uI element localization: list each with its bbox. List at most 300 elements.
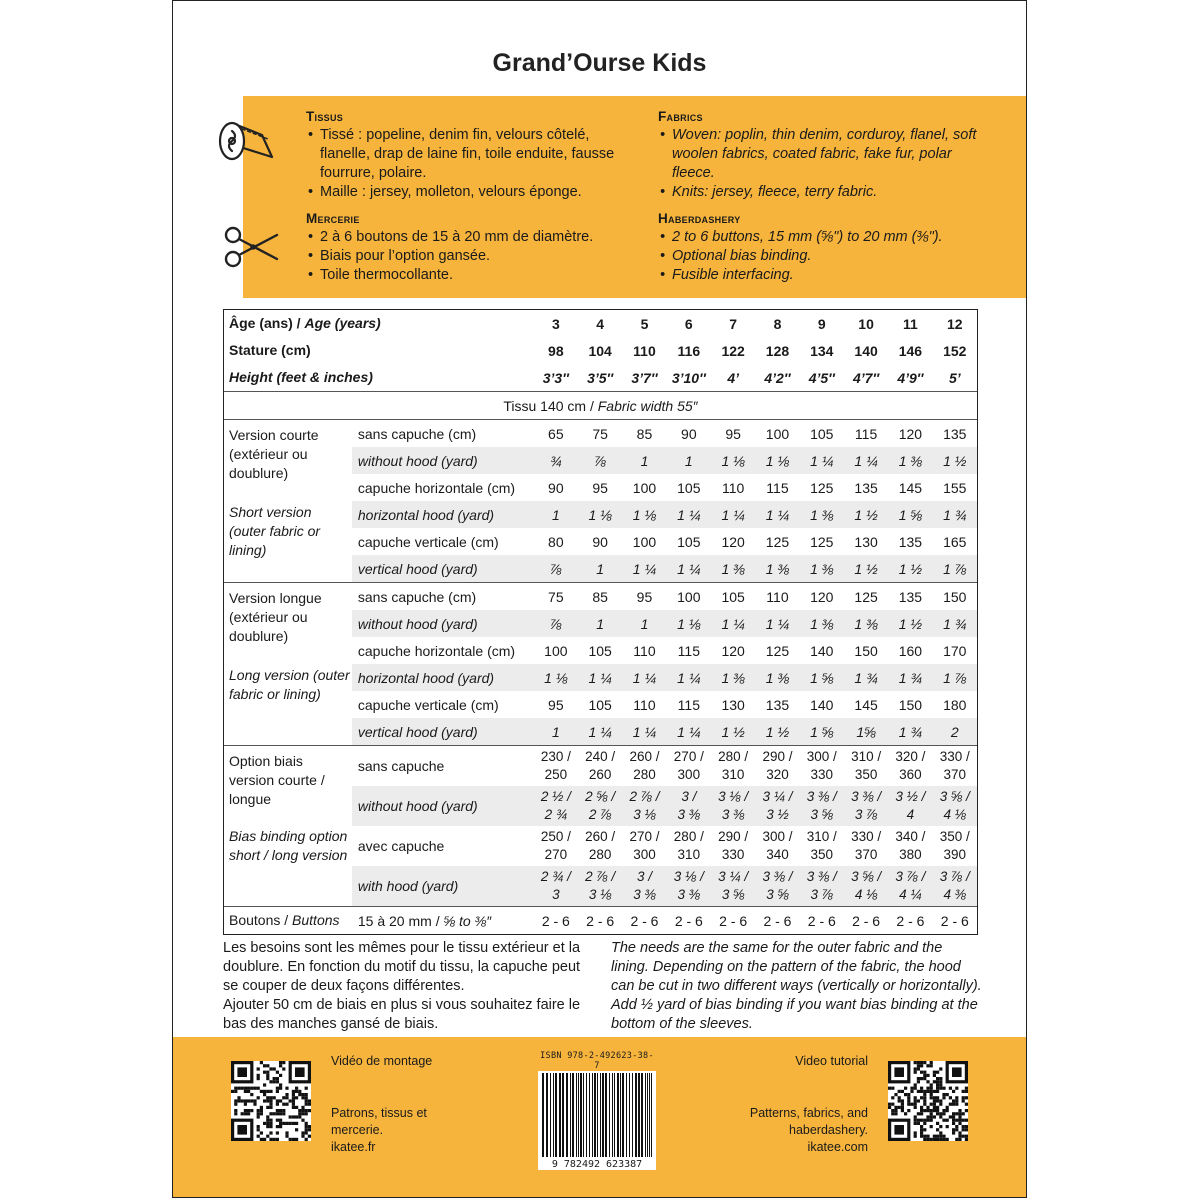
table-cell: 125 xyxy=(765,642,790,659)
table-cell xyxy=(933,746,977,787)
tissus-item: • Tissé : popeline, denim fin, velours côtelé, flanelle, drap de laine fin, toile enduite, fausse fourrure, polaire. xyxy=(320,126,631,183)
table-row xyxy=(224,420,977,448)
notes-fr xyxy=(223,939,591,1034)
table-cell: 120 xyxy=(721,533,745,550)
cell-line: 350 / xyxy=(939,829,970,844)
note-en: The needs are the same for the outer fabric and the lining. Depending on the pattern of the fabric, the hood can be cut in two different ways (vertically or horizontally). xyxy=(611,940,982,994)
table-cell: 1 ⅛ xyxy=(755,447,799,474)
cell-line: 3 ½ / xyxy=(895,789,926,804)
table-cell: 2 - 6 xyxy=(711,907,755,935)
age-label-fr: Âge (ans) / xyxy=(229,315,301,331)
table-cell: 115 xyxy=(677,642,700,659)
table-cell: 150 xyxy=(933,583,977,611)
video-link-en[interactable]: Video tutorial xyxy=(795,1054,868,1068)
cell-line: 4 ⅜ xyxy=(943,887,967,902)
table-cell: 7 xyxy=(729,315,738,332)
table-cell: 75 xyxy=(534,583,578,611)
row-label: without hood (yard) xyxy=(352,610,534,637)
cell-line: 4 ¼ xyxy=(899,887,922,902)
table-cell: 1 ½ xyxy=(844,501,888,528)
cell-line: 3 ⅜ / xyxy=(806,789,837,804)
cell-line: 260 / xyxy=(585,829,616,844)
table-cell: 75 xyxy=(592,425,608,442)
table-cell: 1 ¼ xyxy=(800,447,844,474)
cell-line: 250 xyxy=(544,767,568,782)
table-cell: 1 ¼ xyxy=(667,555,711,583)
table-cell: 125 xyxy=(810,533,834,550)
cell-line: 380 xyxy=(899,847,922,862)
cell-line: 3 xyxy=(552,887,560,902)
table-cell: 110 xyxy=(633,696,656,713)
stature-label: Stature (cm) xyxy=(229,342,311,358)
table-cell: 1 ¾ xyxy=(888,664,932,691)
table-cell: 105 xyxy=(677,533,701,550)
cell-line: 310 / xyxy=(806,829,837,844)
table-cell: 4’2″ xyxy=(764,369,791,386)
cell-line: 300 xyxy=(633,847,656,862)
row-label: capuche verticale (cm) xyxy=(357,696,499,713)
table-cell: 5 xyxy=(640,315,649,332)
table-cell: 3’10″ xyxy=(671,369,706,386)
cell-line: 330 xyxy=(721,847,745,862)
table-cell: 1 ⅜ xyxy=(800,610,844,637)
table-cell: 1 ⅝ xyxy=(800,664,844,691)
table-cell: 105 xyxy=(711,583,755,611)
size-chart xyxy=(223,309,978,935)
table-cell: 1 ¼ xyxy=(578,664,622,691)
cell-line: 3 ⅞ xyxy=(810,887,834,902)
table-cell xyxy=(888,786,932,826)
table-cell: 1 xyxy=(578,610,622,637)
shop-line: Patrons, tissus et xyxy=(331,1106,427,1120)
table-cell: 1 xyxy=(622,447,666,474)
table-cell: 1 ¼ xyxy=(844,447,888,474)
note-en: Add ½ yard of bias binding if you want bias binding at the bottom of the sleeves. xyxy=(611,997,978,1032)
table-cell: 150 xyxy=(854,642,878,659)
table-cell: 128 xyxy=(765,342,790,359)
haberdashery-item: • Optional bias binding. xyxy=(672,247,983,266)
group-label-fr: Option biais version courte / longue xyxy=(229,753,325,807)
table-cell: 1 ½ xyxy=(888,555,932,583)
row-label: avec capuche xyxy=(357,838,445,854)
table-cell: ⅞ xyxy=(534,610,578,637)
table-cell: 110 xyxy=(633,642,656,659)
table-cell: 146 xyxy=(898,342,923,359)
table-cell xyxy=(711,786,755,826)
table-cell: 165 xyxy=(943,533,967,550)
table-cell: 1 ⅛ xyxy=(578,501,622,528)
table-cell: 11 xyxy=(903,315,918,332)
table-cell: 140 xyxy=(810,642,834,659)
cell-line: 280 / xyxy=(718,749,749,764)
table-cell: 1 ⅝ xyxy=(800,718,844,746)
website-link-fr[interactable]: ikatee.fr xyxy=(331,1140,376,1154)
table-cell xyxy=(667,786,711,826)
table-cell: 1 ⅛ xyxy=(667,610,711,637)
cell-line: 350 xyxy=(810,847,834,862)
table-cell: 1 ⅜ xyxy=(888,447,932,474)
table-cell xyxy=(578,786,622,826)
table-cell: 1 ¼ xyxy=(578,718,622,746)
table-cell: 160 xyxy=(898,642,923,659)
cell-line: 340 xyxy=(766,847,789,862)
table-cell: 140 xyxy=(810,696,834,713)
table-cell: 120 xyxy=(800,583,844,611)
table-cell xyxy=(933,866,977,907)
row-label: without hood (yard) xyxy=(352,786,534,826)
table-cell: 4’5″ xyxy=(808,369,835,386)
table-cell: 1 ⅛ xyxy=(534,664,578,691)
table-cell: 95 xyxy=(622,583,666,611)
row-label: horizontal hood (yard) xyxy=(352,664,534,691)
cell-line: 270 / xyxy=(629,829,660,844)
table-cell: 1 ⅛ xyxy=(622,501,666,528)
cell-line: 260 xyxy=(588,767,612,782)
pattern-back-cover xyxy=(172,0,1027,1198)
table-cell: 95 xyxy=(548,696,564,713)
table-cell: ⅞ xyxy=(578,447,622,474)
table-cell: 90 xyxy=(548,479,564,496)
table-cell xyxy=(534,826,578,866)
row-label: capuche horizontale (cm) xyxy=(357,479,516,496)
row-label: with hood (yard) xyxy=(352,866,534,907)
cell-line: 4 xyxy=(906,807,915,822)
table-cell: 1 xyxy=(578,555,622,583)
cell-line: 3 ⅝ / xyxy=(939,789,970,804)
table-cell: 1 ¾ xyxy=(933,501,977,528)
table-cell: 155 xyxy=(943,479,967,496)
cell-line: 3 ⅛ / xyxy=(718,789,749,804)
table-cell: 145 xyxy=(854,696,878,713)
cell-line: 3 ⅝ xyxy=(721,887,745,902)
cell-line: 3 ⅛ xyxy=(633,807,656,822)
table-cell: 10 xyxy=(858,315,874,332)
table-cell: 1 ¼ xyxy=(755,610,799,637)
fabrics-item: • Knits: jersey, fleece, terry fabric. xyxy=(672,183,983,202)
cell-line: 280 / xyxy=(673,829,704,844)
cell-line: 260 / xyxy=(629,749,660,764)
cell-line: 390 xyxy=(943,847,967,862)
cell-line: 3 ⅞ / xyxy=(939,869,970,884)
row-label: sans capuche (cm) xyxy=(357,425,477,442)
cell-line: 3 ⅝ / xyxy=(851,869,882,884)
table-cell: 95 xyxy=(592,479,608,496)
table-cell: 1 ⅜ xyxy=(800,501,844,528)
note-fr: Ajouter 50 cm de biais en plus si vous souhaitez faire le bas des manches gansé de biais. xyxy=(223,997,581,1032)
table-cell: 1 xyxy=(534,501,578,528)
cell-line: 250 / xyxy=(540,829,571,844)
tissus-item: • Maille : jersey, molleton, velours éponge. xyxy=(320,183,631,202)
cell-line: 280 xyxy=(633,767,656,782)
table-cell: 1 ¾ xyxy=(844,664,888,691)
table-cell: 1 ¼ xyxy=(667,718,711,746)
table-cell: 6 xyxy=(684,315,693,332)
table-cell xyxy=(844,826,888,866)
cell-line: 3 ⅛ / xyxy=(673,869,704,884)
table-cell: 1 ¼ xyxy=(622,555,666,583)
table-cell: 135 xyxy=(898,533,923,550)
table-cell xyxy=(755,866,799,907)
table-cell: 1 ½ xyxy=(844,555,888,583)
table-cell: 115 xyxy=(854,425,878,442)
table-cell: 115 xyxy=(677,696,700,713)
table-cell: 120 xyxy=(721,642,745,659)
fabrics-fr xyxy=(306,107,631,202)
cell-line: 300 xyxy=(677,767,701,782)
table-cell: 3’5″ xyxy=(587,369,614,386)
table-cell: 1 ½ xyxy=(888,610,932,637)
age-label-en: Age (years) xyxy=(304,315,381,331)
table-cell: 1 ¼ xyxy=(622,718,666,746)
fabrics-en xyxy=(658,107,983,202)
cell-line: 3 / xyxy=(681,789,697,804)
table-cell: 1 ¼ xyxy=(755,501,799,528)
notes-en xyxy=(611,939,983,1034)
row-label: capuche verticale (cm) xyxy=(357,533,499,550)
table-cell xyxy=(534,786,578,826)
table-cell: 1 ½ xyxy=(755,718,799,746)
table-cell: 125 xyxy=(844,583,888,611)
table-cell xyxy=(755,786,799,826)
fabrics-heading: Fabrics xyxy=(658,109,703,124)
table-cell: 1 ⅞ xyxy=(933,664,977,691)
table-cell: 145 xyxy=(898,479,923,496)
website-link-en[interactable]: ikatee.com xyxy=(807,1140,868,1154)
table-cell: 1 ⅜ xyxy=(711,664,755,691)
table-cell xyxy=(800,746,844,787)
cell-line: 280 xyxy=(588,847,612,862)
table-cell: 2 xyxy=(933,718,977,746)
group-label-fr: Version courte (extérieur ou doublure) xyxy=(229,427,319,481)
buttons-size-en: ⅝ to ⅜″ xyxy=(443,912,492,929)
table-cell: 180 xyxy=(943,696,967,713)
table-cell: 4’ xyxy=(727,369,739,386)
qr-code-icon xyxy=(231,1061,311,1141)
buttons-label-fr: Boutons / xyxy=(229,912,289,928)
cell-line: 270 xyxy=(544,847,568,862)
cell-line: 3 ¼ / xyxy=(762,789,793,804)
table-cell xyxy=(800,866,844,907)
isbn-text: ISBN 978-2-492623-38-7 xyxy=(540,1051,654,1071)
table-cell: 1 ⅜ xyxy=(800,555,844,583)
table-cell: 3’7″ xyxy=(631,369,658,386)
table-cell: 85 xyxy=(636,425,653,442)
cell-line: 290 / xyxy=(718,829,749,844)
table-cell xyxy=(844,786,888,826)
cell-line: 310 / xyxy=(851,749,882,764)
table-cell: 95 xyxy=(725,425,741,442)
row-label: capuche horizontale (cm) xyxy=(357,642,516,659)
table-cell: 90 xyxy=(681,425,697,442)
table-cell xyxy=(534,746,578,787)
table-cell: 2 - 6 xyxy=(800,907,844,935)
table-cell xyxy=(667,826,711,866)
haberdashery-heading: Haberdashery xyxy=(658,211,741,226)
cell-line: 320 xyxy=(766,767,789,782)
table-cell: ⅞ xyxy=(534,555,578,583)
cell-line: 3 ⅞ xyxy=(854,807,878,822)
table-cell: 1 ¼ xyxy=(622,664,666,691)
cell-line: 370 xyxy=(943,767,967,782)
table-cell: 2 - 6 xyxy=(844,907,888,935)
table-cell: 1 ¾ xyxy=(888,718,932,746)
row-label: horizontal hood (yard) xyxy=(352,501,534,528)
table-cell: 2 - 6 xyxy=(755,907,799,935)
group-label-en: Short version (outer fabric or lining) xyxy=(229,504,321,558)
table-cell: 98 xyxy=(548,342,564,359)
table-cell: 104 xyxy=(588,342,612,359)
table-cell: 1 ⅜ xyxy=(755,555,799,583)
table-cell: 1 ¼ xyxy=(667,664,711,691)
table-cell xyxy=(800,786,844,826)
cell-line: 3 ⅜ xyxy=(677,807,701,822)
table-cell: 100 xyxy=(765,425,790,442)
table-cell: 125 xyxy=(810,479,834,496)
note-fr: Les besoins sont les mêmes pour le tissu extérieur et la doublure. En fonction du motif du tissu, la capuche peut se couper de deux façons différentes. xyxy=(223,940,581,994)
shop-info-fr xyxy=(331,1105,427,1156)
cell-line: 2 ⅞ / xyxy=(629,789,660,804)
page-title: Grand’Ourse Kids xyxy=(492,49,707,77)
table-cell xyxy=(622,826,666,866)
table-cell: 9 xyxy=(817,315,826,332)
table-cell xyxy=(534,866,578,907)
buttons-row xyxy=(224,907,977,935)
table-cell xyxy=(622,786,666,826)
table-cell xyxy=(844,746,888,787)
table-cell: 100 xyxy=(544,642,568,659)
tissus-heading: Tissus xyxy=(306,109,344,124)
shop-line: Patterns, fabrics, and xyxy=(749,1106,868,1120)
row-label: sans capuche (cm) xyxy=(352,583,534,611)
cell-line: 290 / xyxy=(762,749,793,764)
shop-line: mercerie. xyxy=(331,1123,384,1137)
table-cell xyxy=(711,826,755,866)
table-cell: 1 xyxy=(667,447,711,474)
cell-line: 300 / xyxy=(762,829,793,844)
table-cell: 90 xyxy=(592,533,608,550)
table-cell: 1 ½ xyxy=(933,447,977,474)
age-row xyxy=(224,310,977,337)
table-cell: 2 - 6 xyxy=(534,907,578,935)
cell-line: 3 ⅝ xyxy=(810,807,834,822)
table-cell: 65 xyxy=(548,425,564,442)
table-cell: 1 ½ xyxy=(711,718,755,746)
table-cell: 135 xyxy=(765,696,790,713)
table-cell: 122 xyxy=(721,342,745,359)
haberdashery-fr xyxy=(306,209,631,285)
cell-line: 360 xyxy=(899,767,922,782)
cell-line: 300 / xyxy=(806,749,837,764)
fabric-width-en: Fabric width 55″ xyxy=(597,397,698,414)
table-cell xyxy=(622,866,666,907)
table-cell xyxy=(755,826,799,866)
table-cell: 4 xyxy=(596,315,605,332)
table-cell xyxy=(667,866,711,907)
table-cell: 4’9″ xyxy=(897,369,924,386)
table-cell: 3 xyxy=(551,315,560,332)
table-cell: 1 ⅜ xyxy=(711,555,755,583)
table-cell xyxy=(622,746,666,787)
table-cell: 2 - 6 xyxy=(622,907,666,935)
shop-line: haberdashery. xyxy=(789,1123,868,1137)
cell-line: 3 ½ xyxy=(766,807,789,822)
cell-line: 3 ⅜ / xyxy=(806,869,837,884)
group-label-en: Long version (outer fabric or lining) xyxy=(229,667,350,702)
table-cell: 1 ⅝ xyxy=(888,501,932,528)
cell-line: 330 / xyxy=(851,829,882,844)
table-cell xyxy=(933,826,977,866)
table-cell: 105 xyxy=(677,479,701,496)
table-cell: 130 xyxy=(854,533,878,550)
table-cell: 130 xyxy=(721,696,745,713)
table-cell: 152 xyxy=(943,342,967,359)
table-cell: 116 xyxy=(677,342,701,359)
mercerie-item: • Biais pour l’option gansée. xyxy=(320,247,631,266)
cell-line: 3 ¼ / xyxy=(718,869,749,884)
table-cell: 12 xyxy=(946,315,963,332)
table-cell: 85 xyxy=(578,583,622,611)
qr-code-icon xyxy=(888,1061,968,1141)
table-cell xyxy=(711,866,755,907)
row-label: vertical hood (yard) xyxy=(352,555,534,583)
table-cell: 115 xyxy=(766,479,789,496)
table-cell: 100 xyxy=(667,583,711,611)
cell-line: 2 ⅞ xyxy=(588,807,612,822)
table-cell: 170 xyxy=(943,642,967,659)
cell-line: 310 xyxy=(677,847,701,862)
mercerie-item: • Toile thermocollante. xyxy=(320,266,631,285)
height-label: Height (feet & inches) xyxy=(229,369,373,385)
haberdashery-en xyxy=(658,209,983,285)
fabric-width-row xyxy=(224,392,977,420)
table-cell: 1 xyxy=(534,718,578,746)
table-cell: 3’3″ xyxy=(542,369,569,386)
table-cell: 105 xyxy=(588,696,612,713)
table-cell: 100 xyxy=(632,533,657,550)
fabrics-item: • Woven: poplin, thin denim, corduroy, flanel, soft woolen fabrics, coated fabric, fake fur, polar fleece. xyxy=(672,126,983,183)
table-cell: 4’7″ xyxy=(853,369,880,386)
cell-line: 330 xyxy=(810,767,834,782)
cell-line: 2 ¾ xyxy=(544,807,568,822)
haberdashery-item: • Fusible interfacing. xyxy=(672,266,983,285)
stature-row xyxy=(224,337,977,364)
cell-line: 240 / xyxy=(585,749,616,764)
haberdashery-item: • 2 to 6 buttons, 15 mm (⅝") to 20 mm (⅜"). xyxy=(672,228,983,247)
table-cell: 1 ⅛ xyxy=(711,447,755,474)
cell-line: 330 / xyxy=(939,749,970,764)
table-cell xyxy=(755,746,799,787)
barcode-icon xyxy=(538,1071,656,1159)
table-cell xyxy=(578,746,622,787)
table-cell: 135 xyxy=(854,479,878,496)
table-cell: 135 xyxy=(888,583,932,611)
cell-line: 3 ⅜ / xyxy=(762,869,793,884)
cell-line: 370 xyxy=(854,847,878,862)
cell-line: 270 / xyxy=(673,749,704,764)
cell-line: 3 ⅜ / xyxy=(851,789,882,804)
table-cell: 2 - 6 xyxy=(667,907,711,935)
cell-line: 3 ⅜ xyxy=(677,887,701,902)
table-cell xyxy=(800,826,844,866)
table-cell: 5’ xyxy=(948,369,961,386)
table-cell xyxy=(888,866,932,907)
video-link-fr[interactable]: Vidéo de montage xyxy=(331,1054,433,1068)
fabric-roll-icon xyxy=(218,117,278,165)
group-label-en: Bias binding option short / long version xyxy=(229,828,348,863)
table-cell: 1 ¼ xyxy=(711,501,755,528)
scissors-icon xyxy=(223,223,281,271)
table-cell: 105 xyxy=(810,425,834,442)
